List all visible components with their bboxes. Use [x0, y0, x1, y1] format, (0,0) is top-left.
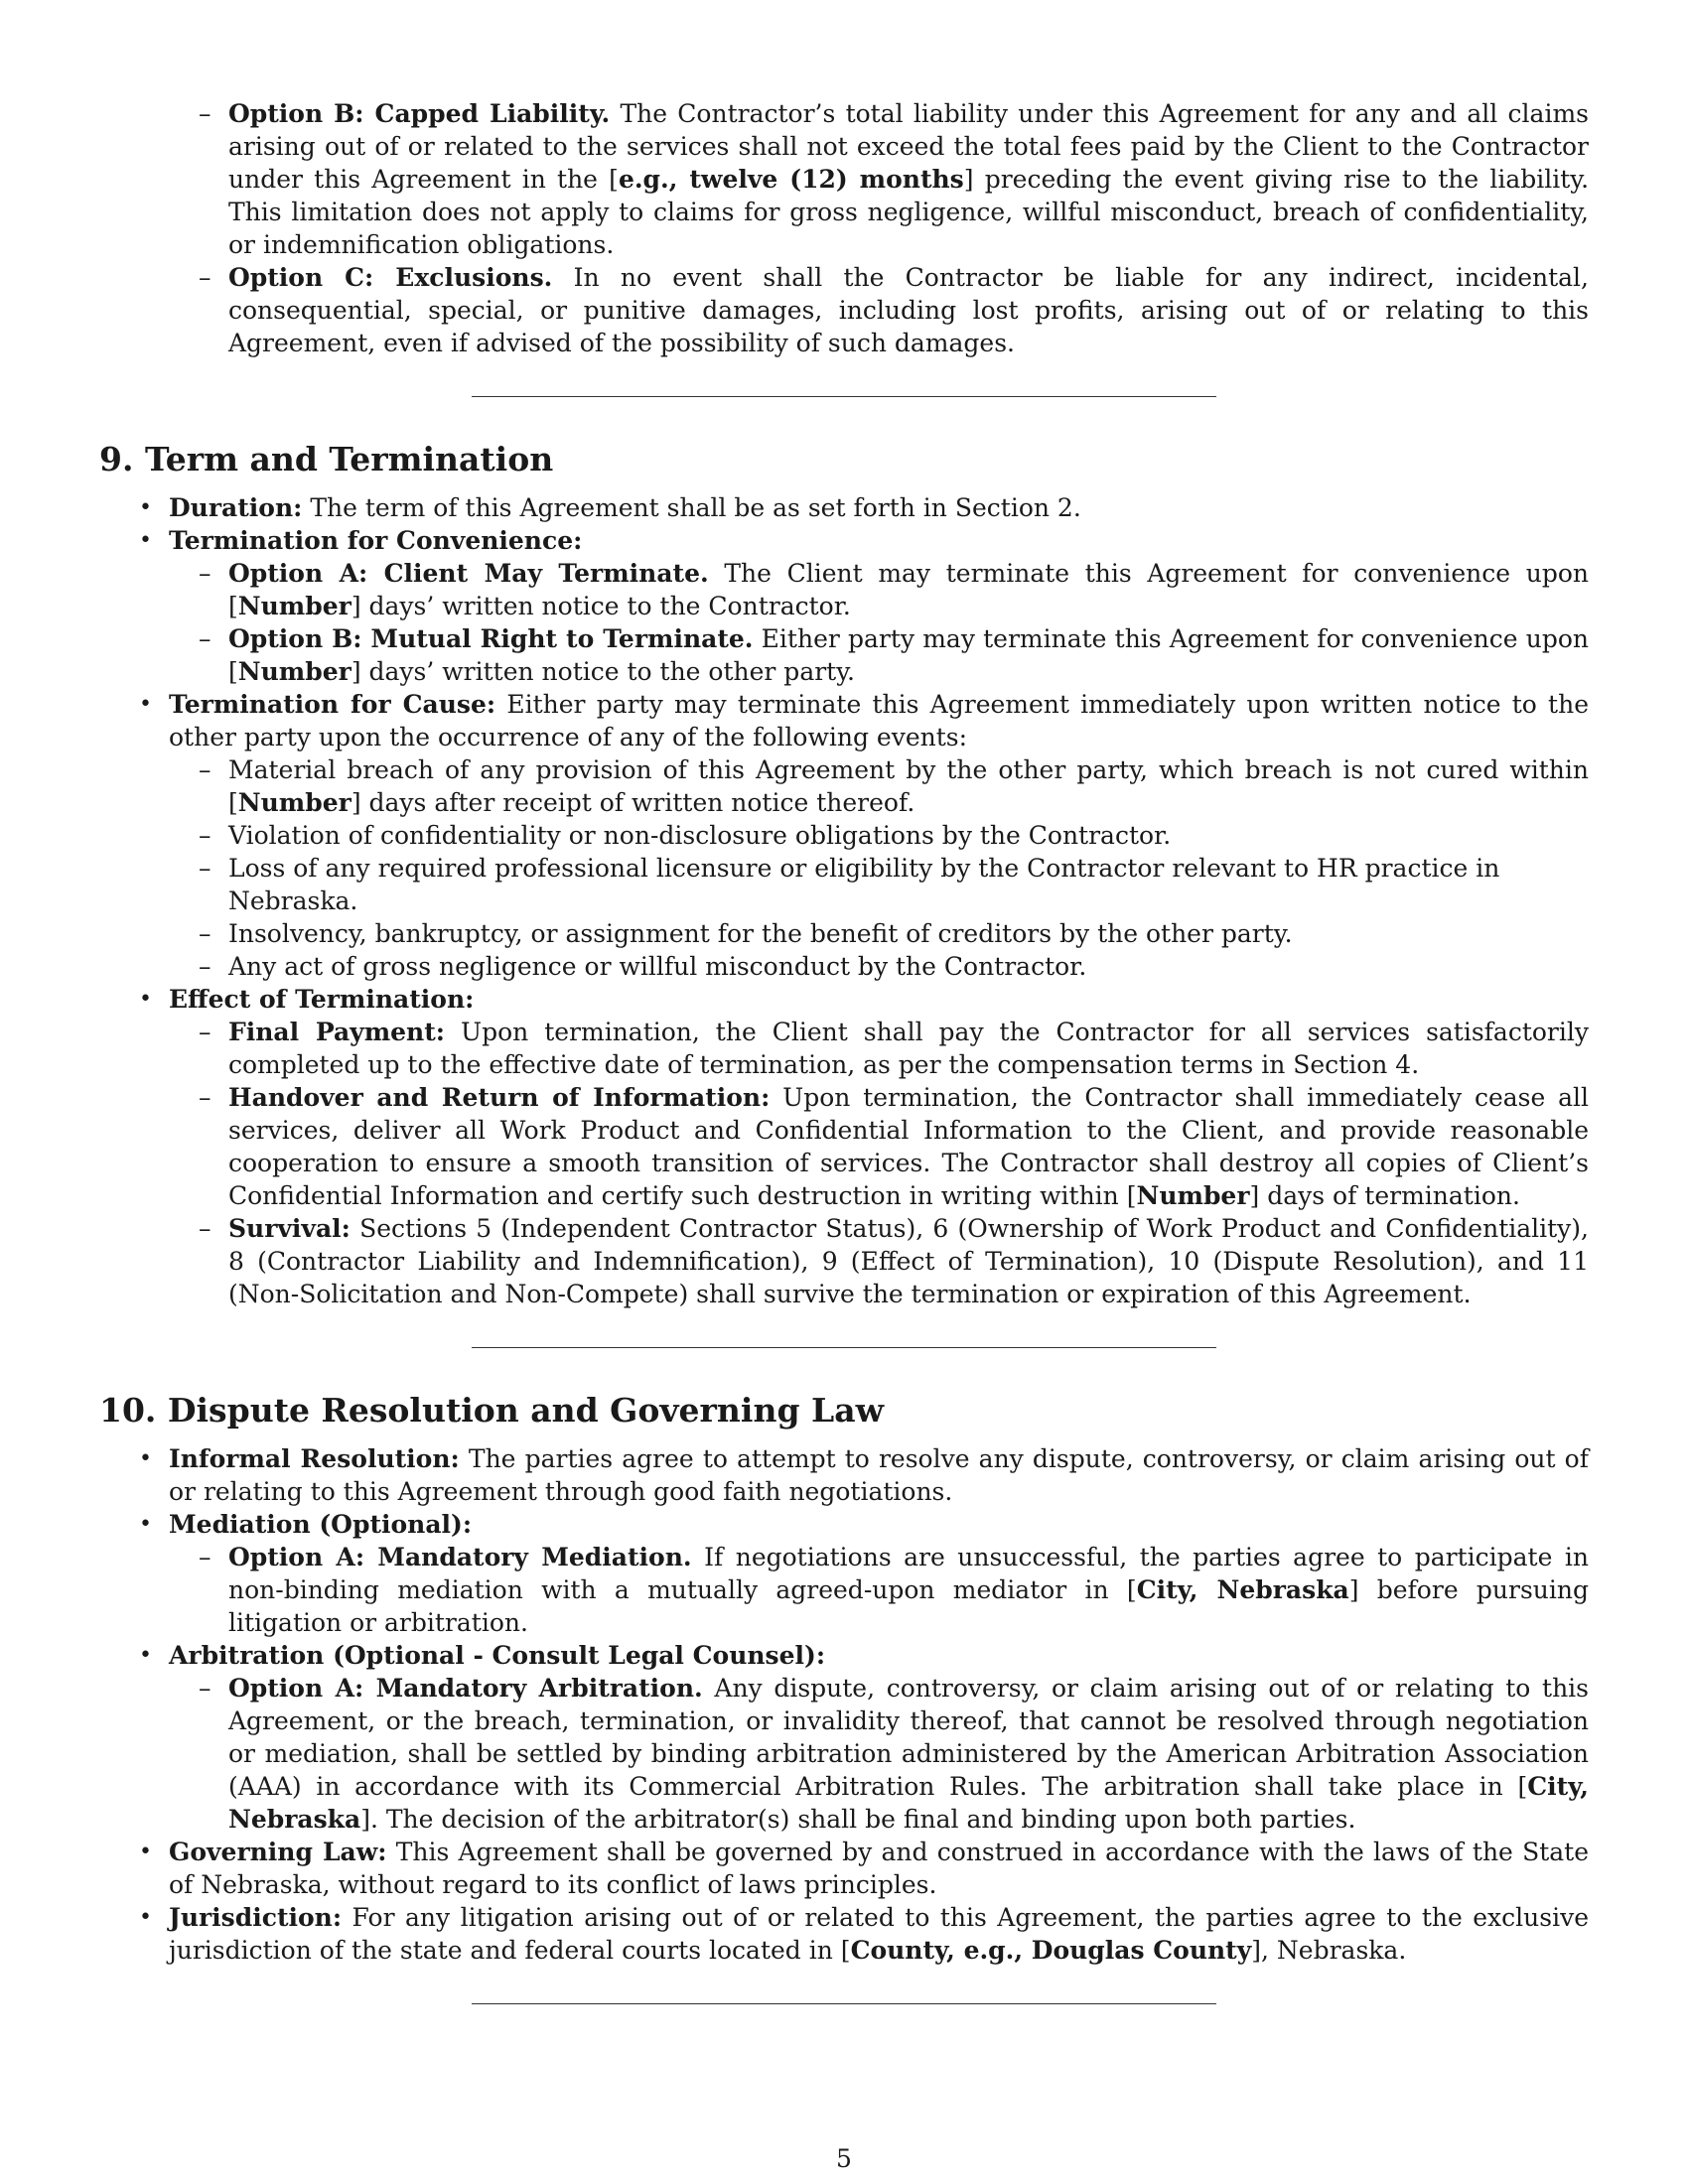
section-10-heading: 10. Dispute Resolution and Governing Law — [99, 1391, 885, 1430]
termination-cause-item: • Termination for Cause: Either party may terminate this Agreement immediately upon written notice to the other party upon the occurrence of any of the following events: — [139, 690, 1589, 751]
effect-final-payment: – Final Payment: Upon termination, the Client shall pay the Contractor for all services satisfactorily completed up to the effective date of termination, as per the compensation terms in Section 4. — [199, 1018, 1589, 1079]
termination-convenience-item: • Termination for Convenience: — [139, 526, 583, 555]
convenience-option-b: – Option B: Mutual Right to Terminate. Either party may terminate this Agreement for convenience upon [Number] days’ written notice to the other party. — [199, 624, 1589, 686]
page-number: 5 — [836, 2144, 852, 2173]
cause-item-material-breach: – Material breach of any provision of this Agreement by the other party, which breach is not cured within [Number] days after receipt of written notice thereof. — [199, 755, 1589, 817]
mediation-item: • Mediation (Optional): — [139, 1510, 473, 1539]
arbitration-option-a: – Option A: Mandatory Arbitration. Any dispute, controversy, or claim arising out of or relating to this Agreement, or the breach, termination, or invalidity thereof, that cannot be resolved through negotiation or mediation, shall be settled by binding arbitration administered by the American Arbitration Association (AAA) in accordance with its Commercial Arbitration Rules. The arbitration shall take place in [City, Nebraska]. The decision of the arbitrator(s) shall be final and binding upon both parties. — [199, 1674, 1589, 1834]
duration-item: • Duration: The term of this Agreement shall be as set forth in Section 2. — [139, 493, 1081, 522]
document-page — [99, 97, 1589, 2004]
effect-survival: – Survival: Sections 5 (Independent Contractor Status), 6 (Ownership of Work Product and Confidentiality), 8 (Contractor Liability and Indemnification), 9 (Effect of Termination), 10 (Dispute Resolution), and 11 (Non-Solicitation and Non-Compete) shall survive the termination or expiration of this Agreement. — [199, 1214, 1590, 1308]
cause-item-licensure: – Loss of any required professional licensure or eligibility by the Contractor relevant to HR practice in Nebraska. — [199, 854, 1500, 915]
jurisdiction-item: • Jurisdiction: For any litigation arising out of or related to this Agreement, the parties agree to the exclusive jurisdiction of the state and federal courts located in [County, e.g., Douglas County], Nebraska. — [139, 1903, 1589, 1965]
cause-item-confidentiality: – Violation of confidentiality or non-disclosure obligations by the Contractor. — [199, 821, 1172, 850]
option-c-exclusions: – Option C: Exclusions. In no event shall the Contractor be liable for any indirect, incidental, consequential, special, or punitive damages, including lost profits, arising out of or relating to this Agreement, even if advised of the possibility of such damages. — [199, 263, 1589, 357]
effect-handover: – Handover and Return of Information: Upon termination, the Contractor shall immediately cease all services, deliver all Work Product and Confidential Information to the Client, and provide reasonable cooperation to ensure a smooth transition of services. The Contractor shall destroy all copies of Client’s Confidential Information and certify such destruction in writing within [Number] days of termination. — [199, 1083, 1590, 1210]
arbitration-item: • Arbitration (Optional - Consult Legal Counsel): — [139, 1641, 826, 1670]
effect-termination-item: • Effect of Termination: — [139, 985, 475, 1014]
option-b-capped-liability: – Option B: Capped Liability. The Contractor’s total liability under this Agreement for any and all claims arising out of or related to the services shall not exceed the total fees paid by the Client to the Contractor under this Agreement in the [e.g., twelve (12) months] preceding the event giving rise to the liability. This limitation does not apply to claims for gross negligence, willful misconduct, breach of confidentiality, or indemnification obligations. — [199, 99, 1590, 259]
cause-item-negligence: – Any act of gross negligence or willful misconduct by the Contractor. — [199, 952, 1087, 981]
cause-item-insolvency: – Insolvency, bankruptcy, or assignment for the benefit of creditors by the other party. — [199, 919, 1293, 948]
section-9-heading: 9. Term and Termination — [99, 440, 554, 478]
governing-law-item: • Governing Law: This Agreement shall be governed by and construed in accordance with the laws of the State of Nebraska, without regard to its conflict of laws principles. — [139, 1838, 1589, 1899]
convenience-option-a: – Option A: Client May Terminate. The Client may terminate this Agreement for convenience upon [Number] days’ written notice to the Contractor. — [199, 559, 1589, 620]
section-divider — [472, 2003, 1216, 2004]
mediation-option-a: – Option A: Mandatory Mediation. If negotiations are unsuccessful, the parties agree to participate in non-binding mediation with a mutually agreed-upon mediator in [City, Nebraska] before pursuing litigation or arbitration. — [199, 1543, 1589, 1637]
informal-resolution-item: • Informal Resolution: The parties agree to attempt to resolve any dispute, controversy, or claim arising out of or relating to this Agreement through good faith negotiations. — [139, 1444, 1589, 1506]
